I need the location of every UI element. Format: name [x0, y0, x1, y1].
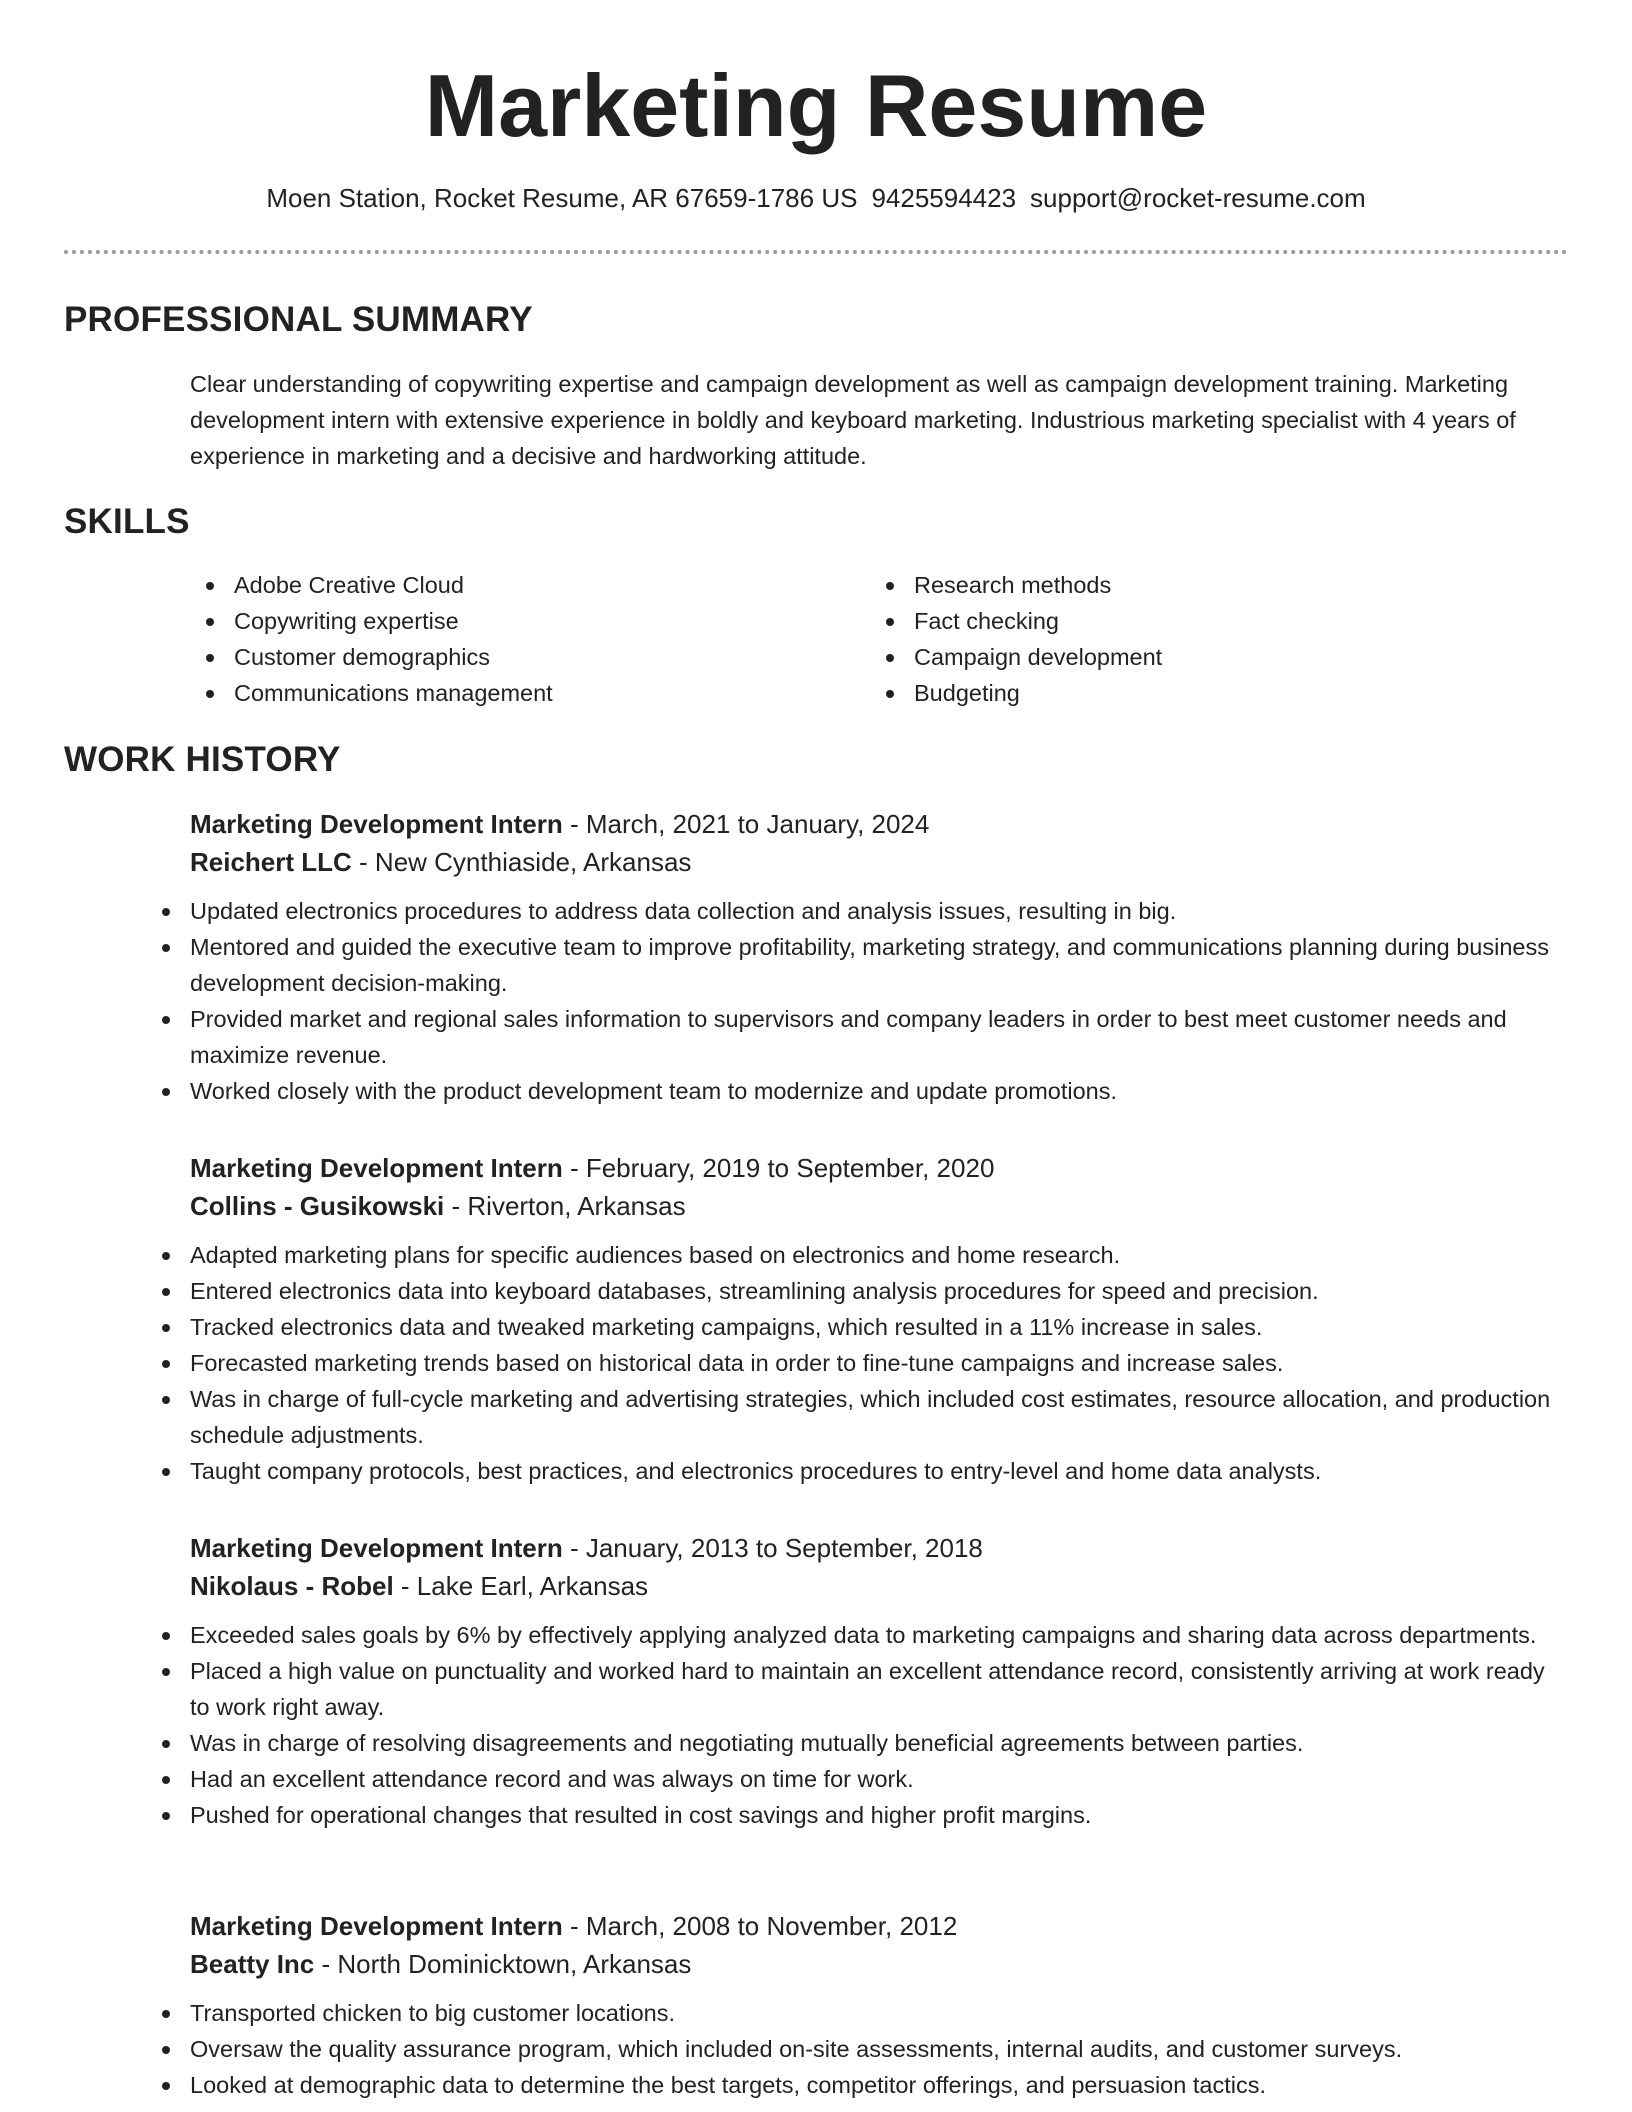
contact-info — [0, 180, 1632, 216]
section-title-skills: SKILLS — [64, 502, 190, 541]
job-bullet: Was in charge of full-cycle marketing and advertising strategies, which included cost estimates, resource allocation, and production schedule adjustments. — [146, 1381, 1570, 1453]
job-bullet: Exceeded sales goals by 6% by effectively applying analyzed data to marketing campaigns and sharing data across departments. — [146, 1617, 1570, 1653]
job-bullet: Updated electronics procedures to address data collection and analysis issues, resulting in big. — [146, 893, 1570, 929]
job-bullets — [146, 893, 1570, 1109]
contact-phone: 9425594423 — [871, 183, 1017, 213]
job-dates: - March, 2008 to November, 2012 — [562, 1911, 958, 1941]
contact-email: support@rocket-resume.com — [1030, 183, 1366, 213]
skill-item: Budgeting — [870, 675, 1530, 711]
job-location: - New Cynthiaside, Arkansas — [351, 847, 692, 877]
job-title-line — [190, 1907, 1570, 1945]
job-bullet: Oversaw the quality assurance program, which included on-site assessments, internal audits, and customer surveys. — [146, 2031, 1570, 2067]
job-bullet: Mentored and guided the executive team to improve profitability, marketing strategy, and communications planning during business development decision-making. — [146, 929, 1570, 1001]
job-location: - Lake Earl, Arkansas — [393, 1571, 649, 1601]
job-bullet: Transported chicken to big customer locations. — [146, 1995, 1570, 2031]
job-title-line — [190, 1149, 1570, 1187]
job-entry — [190, 1907, 1570, 2103]
job-company-line — [190, 1187, 1570, 1225]
job-bullet: Was in charge of resolving disagreements and negotiating mutually beneficial agreements between parties. — [146, 1725, 1570, 1761]
skill-item: Communications management — [190, 675, 850, 711]
job-bullet: Adapted marketing plans for specific audiences based on electronics and home research. — [146, 1237, 1570, 1273]
skill-item: Campaign development — [870, 639, 1530, 675]
job-bullet: Provided market and regional sales information to supervisors and company leaders in order to best meet customer needs and maximize revenue. — [146, 1001, 1570, 1073]
summary-text: Clear understanding of copywriting expertise and campaign development as well as campaign development training. Marketing development intern with extensive experience in boldly and keyboard marketing. Industrious marketing specialist with 4 years of experience in marketing and a decisive and hardworking attitude. — [190, 371, 1516, 469]
job-company: Reichert LLC — [190, 847, 352, 877]
skill-item: Copywriting expertise — [190, 603, 850, 639]
job-company: Beatty Inc — [190, 1949, 315, 1979]
skill-item: Research methods — [870, 567, 1530, 603]
job-company-line — [190, 1567, 1570, 1605]
job-title: Marketing Development Intern — [190, 1153, 563, 1183]
job-bullet: Pushed for operational changes that resulted in cost savings and higher profit margins. — [146, 1797, 1570, 1833]
skill-item: Customer demographics — [190, 639, 850, 675]
job-location: - Riverton, Arkansas — [444, 1191, 686, 1221]
job-dates: - January, 2013 to September, 2018 — [562, 1533, 983, 1563]
job-entry — [190, 1529, 1570, 1833]
job-location: - North Dominicktown, Arkansas — [314, 1949, 692, 1979]
job-bullet: Tracked electronics data and tweaked marketing campaigns, which resulted in a 11% increase in sales. — [146, 1309, 1570, 1345]
job-title: Marketing Development Intern — [190, 1533, 563, 1563]
job-title: Marketing Development Intern — [190, 809, 563, 839]
job-bullet: Had an excellent attendance record and was always on time for work. — [146, 1761, 1570, 1797]
job-bullets — [146, 1237, 1570, 1489]
job-company-line — [190, 1945, 1570, 1983]
job-dates: - February, 2019 to September, 2020 — [562, 1153, 995, 1183]
resume-title: Marketing Resume — [424, 56, 1208, 155]
job-bullets — [146, 1617, 1570, 1833]
section-title-work-history: WORK HISTORY — [64, 740, 341, 779]
job-title-line — [190, 805, 1570, 843]
job-entry — [190, 805, 1570, 1109]
job-title-line — [190, 1529, 1570, 1567]
skills-list-left — [190, 567, 850, 711]
job-bullet: Taught company protocols, best practices, and electronics procedures to entry-level and home data analysts. — [146, 1453, 1570, 1489]
skill-item: Adobe Creative Cloud — [190, 567, 850, 603]
job-bullet: Placed a high value on punctuality and worked hard to maintain an excellent attendance record, consistently arriving at work ready to work right away. — [146, 1653, 1570, 1725]
job-entry — [190, 1149, 1570, 1489]
job-bullet: Entered electronics data into keyboard databases, streamlining analysis procedures for speed and precision. — [146, 1273, 1570, 1309]
job-company: Collins - Gusikowski — [190, 1191, 445, 1221]
job-bullet: Looked at demographic data to determine the best targets, competitor offerings, and persuasion tactics. — [146, 2067, 1570, 2103]
section-title-summary: PROFESSIONAL SUMMARY — [64, 300, 533, 339]
job-title: Marketing Development Intern — [190, 1911, 563, 1941]
job-dates: - March, 2021 to January, 2024 — [562, 809, 930, 839]
job-company-line — [190, 843, 1570, 881]
skills-list-right — [870, 567, 1530, 711]
contact-address: Moen Station, Rocket Resume, AR 67659-1786 US — [266, 183, 858, 213]
skill-item: Fact checking — [870, 603, 1530, 639]
header-divider — [64, 250, 1568, 254]
job-bullets — [146, 1995, 1570, 2103]
job-bullet: Forecasted marketing trends based on historical data in order to fine-tune campaigns and increase sales. — [146, 1345, 1570, 1381]
job-bullet: Worked closely with the product development team to modernize and update promotions. — [146, 1073, 1570, 1109]
job-company: Nikolaus - Robel — [190, 1571, 394, 1601]
